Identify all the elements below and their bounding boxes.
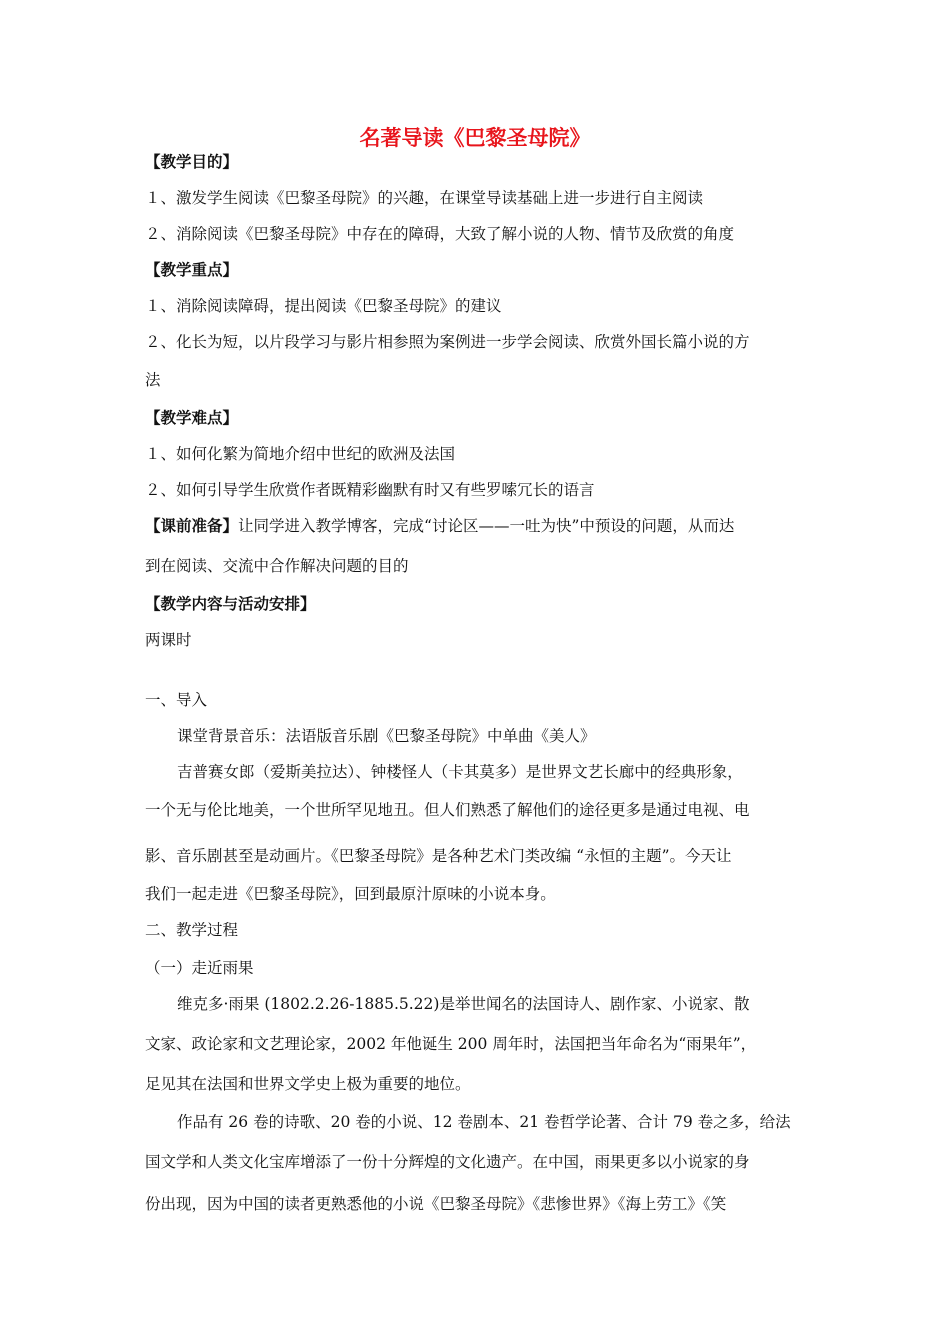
works-paragraph-line: 作品有 26 卷的诗歌、20 卷的小说、12 卷剧本、21 卷哲学论著、合计 79 卷之多，给法	[177, 1113, 791, 1131]
keypoint-item-continuation: 法	[145, 371, 161, 389]
hugo-paragraph-line: 维克多·雨果 (1802.2.26-1885.5.22)是举世闻名的法国诗人、剧作家、小说家、散	[177, 995, 750, 1013]
section-heading-process: 二、教学过程	[145, 921, 239, 939]
subsection-heading: （一）走近雨果	[145, 959, 254, 977]
difficulty-item: ２、如何引导学生欣赏作者既精彩幽默有时又有些罗嗦冗长的语言	[145, 481, 595, 499]
intro-paragraph-line: 影、音乐剧甚至是动画片。《巴黎圣母院》是各种艺术门类改编 “永恒的主题”。今天让	[145, 847, 732, 865]
intro-paragraph-line: 一个无与伦比地美，一个世所罕见地丑。但人们熟悉了解他们的途径更多是通过电视、电	[145, 801, 750, 819]
prep-text: 让同学进入教学博客，完成“讨论区——一吐为快”中预设的问题，从而达	[238, 517, 735, 535]
objective-item: １、激发学生阅读《巴黎圣母院》的兴趣，在课堂导读基础上进一步进行自主阅读	[145, 189, 704, 207]
objectives-heading: 【教学目的】	[145, 153, 239, 171]
hugo-paragraph-line: 文家、政论家和文艺理论家，2002 年他诞生 200 周年时，法国把当年命名为“雨果年”，	[145, 1035, 757, 1053]
keypoint-item: １、消除阅读障碍，提出阅读《巴黎圣母院》的建议	[145, 297, 502, 315]
intro-paragraph-line: 吉普赛女郎（爱斯美拉达）、钟楼怪人（卡其莫多）是世界文艺长廊中的经典形象，	[177, 763, 743, 781]
prep-paragraph-continuation: 到在阅读、交流中合作解决问题的目的	[145, 557, 409, 575]
hugo-paragraph-line: 足见其在法国和世界文学史上极为重要的地位。	[145, 1075, 471, 1093]
objective-item: ２、消除阅读《巴黎圣母院》中存在的障碍，大致了解小说的人物、情节及欣赏的角度	[145, 225, 735, 243]
works-paragraph-line: 份出现，因为中国的读者更熟悉他的小说《巴黎圣母院》《悲惨世界》《海上劳工》《笑	[145, 1195, 727, 1213]
content-heading: 【教学内容与活动安排】	[145, 595, 316, 613]
keypoints-heading: 【教学重点】	[145, 261, 239, 279]
difficulties-heading: 【教学难点】	[145, 409, 239, 427]
document-title: 名著导读《巴黎圣母院》	[359, 126, 591, 150]
intro-paragraph-line: 我们一起走进《巴黎圣母院》，回到最原汁原味的小说本身。	[145, 885, 556, 903]
difficulty-item: １、如何化繁为简地介绍中世纪的欧洲及法国	[145, 445, 456, 463]
prep-paragraph	[145, 515, 815, 537]
music-text: 课堂背景音乐：法语版音乐剧《巴黎圣母院》中单曲《美人》	[177, 727, 596, 745]
works-paragraph-line: 国文学和人类文化宝库增添了一份十分辉煌的文化遗产。在中国，雨果更多以小说家的身	[145, 1153, 750, 1171]
section-heading-intro: 一、导入	[145, 691, 208, 709]
keypoint-item: ２、化长为短，以片段学习与影片相参照为案例进一步学会阅读、欣赏外国长篇小说的方	[145, 333, 750, 351]
periods-text: 两课时	[145, 631, 192, 649]
prep-label: 【课前准备】	[145, 517, 239, 535]
